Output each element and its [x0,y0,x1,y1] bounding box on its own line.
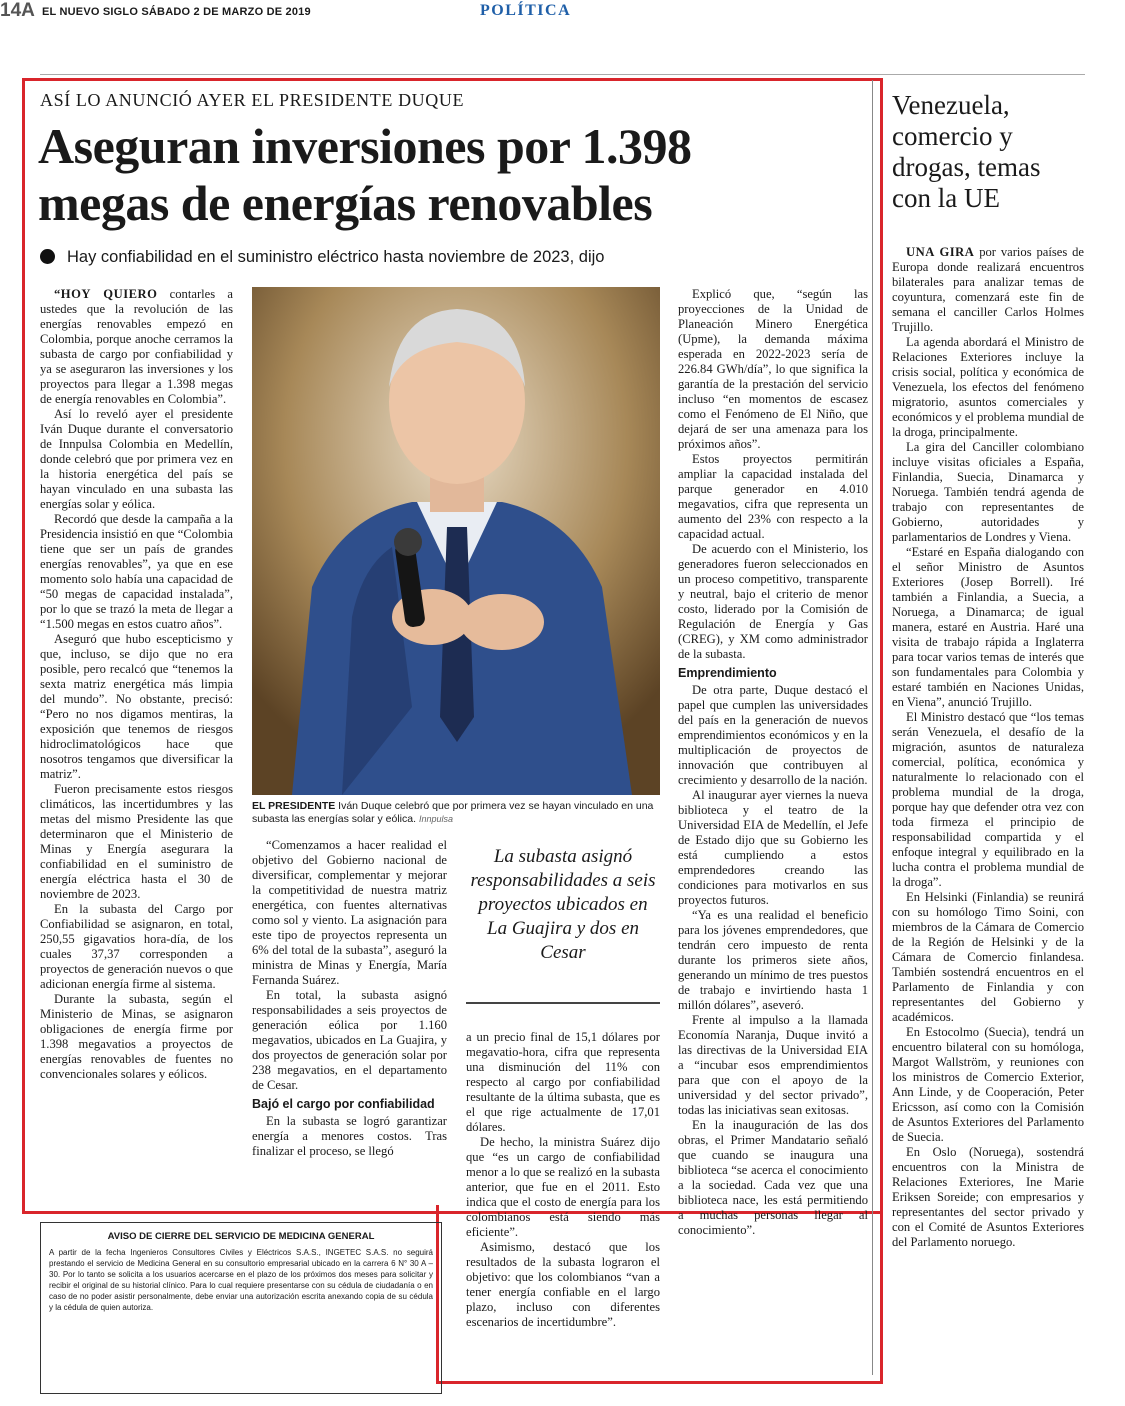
paragraph: El Ministro destacó que “los temas serán Venezuela, el desafío de la migración, asuntos de naturaleza comercial, política, económica y naturalmente lo relacionado con el problema mundial de la droga, porque hay que defender otra vez con toda firmeza el principio de responsabilidad compartida y el enfoque integral y equilibrado en la lucha contra el problema mundial de la droga”. [892,710,1084,889]
caption-label: EL PRESIDENTE [252,800,336,812]
paragraph: Así lo reveló ayer el presidente Iván Duque durante el conversatorio de Innpulsa Colombia en Medellín, donde celebró que por primera vez en la historia energética del país se hayan vinculado en una subasta las energías solar y eólica. [40,407,233,511]
sidebar-column [892,245,1084,1250]
article-column-1 [40,287,233,1082]
photo-illustration [252,287,660,795]
page-number: 14A [0,0,35,21]
paragraph: Fueron precisamente estos riesgos climáticos, las incertidumbres y las metas del mismo Presidente las que determinaron que el Ministerio de Minas y Energía asegurara la confiabilidad en el suministro de energía eléctrica hasta el 30 de noviembre de 2023. [40,782,233,901]
notice-box [40,1222,442,1394]
section-subheading: Bajó el cargo por confiabilidad [252,1097,435,1111]
notice-body: A partir de la fecha Ingenieros Consultores Civiles y Eléctricos S.A.S., INGETEC S.A.S. no seguirá prestando el servicio de Medicina General en su consultorio empresarial ubicado en la carrera 6 N° 30 A – 30. Por lo tanto se solicita a los usuarios acercarse en el plazo de los próximos dos meses para solicitar y recibir el original de su historial clínico. Para lo cual requiere presentarse con su cédula de ciudadanía o en caso de no poder asistir personalmente, debe enviar una autorización escrita anexando copia de su cédula y la cédula de quien autoriza. [49,1248,433,1312]
sidebar-divider [872,80,873,1375]
paragraph: Al inaugurar ayer viernes la nueva biblioteca y el teatro de la Universidad EIA de Medellín, el Jefe de Estado dijo que su Gobierno les está cumpliendo a estos emprendedores creando las condiciones para motivarlos en sus proyectos futuros. [678,788,868,907]
paragraph: En la inauguración de las dos obras, el Primer Mandatario señaló que cuando se inaugura una biblioteca “se acerca el conocimiento a la sociedad. Cada vez que una biblioteca nace, les está permitiendo a muchas personas llegar al conocimiento”. [678,1118,868,1237]
article-column-3 [466,1030,660,1330]
article-column-2 [252,838,447,1159]
paragraph: En Helsinki (Finlandia) se reunirá con su homólogo Timo Soini, con miembros de la Cámara de Comercio de la Región de Helsinki y de la Cámara de Comercio finlandesa. También sostendrá encuentros en el Parlamento de Finlandia y con representantes del Gobierno y académicos. [892,890,1084,1024]
paragraph: Durante la subasta, según el Ministerio de Minas, se asignaron obligaciones de energía firme por 1.398 megavatios a proyectos de energías renovables de fuentes no convencionales solares y eólicos. [40,992,233,1081]
paragraph: La agenda abordará el Ministro de Relaciones Exteriores incluye la crisis social, política y económica de Venezuela, los efectos del fenómeno migratorio, asuntos comerciales y económicos y el problema mundial de la droga, principalmente. [892,335,1084,439]
paragraph: La gira del Canciller colombiano incluye visitas oficiales a España, Finlandia, Suecia, Dinamarca y Noruega. También tendrá agenda de trabajo con representantes de Gobierno, autoridades y parlamentarios de Londres y Viena. [892,440,1084,544]
paragraph: “Estaré en España dialogando con el señor Ministro de Asuntos Exteriores (Josep Borrell). Iré también a Finlandia, a Suecia, a Noruega, a Dinamarca; de igual manera, estaré en Austria. Haré una visita de trabajo rápida a Inglaterra para tocar varios temas de interés que son fundamentales para Colombia y estaré también en Naciones Unidas, en Viena”, anunció Trujillo. [892,545,1084,709]
paragraph: Aseguró que hubo escepticismo y que, incluso, se dijo que no era posible, pero recalcó que “tenemos la sexta matriz energética más limpia del mundo”. No obstante, precisó: “Pero no nos digamos mentiras, la exposición que tenemos de riesgos hidroclimatológicos hace que nosotros tengamos que diversificar la matriz”. [40,632,233,781]
paragraph: De otra parte, Duque destacó el papel que cumplen las universidades del país en la generación de nuevos emprendimientos económicos y en la multiplicación de proyectos de innovación que contribuyen al crecimiento y desarrollo de la nación. [678,683,868,787]
paragraph: En Estocolmo (Suecia), tendrá un encuentro bilateral con su homóloga, Margot Wallström, y reuniones con los ministros de Comercio Exterior, Ann Linde, y de Cooperación, Peter Ericsson, así como con la Comisión de Asuntos Exteriores del Parlamento de Suecia. [892,1025,1084,1144]
notice-title: AVISO DE CIERRE DEL SERVICIO DE MEDICINA GENERAL [107,1231,375,1242]
caption-credit: Innpulsa [418,814,453,824]
paragraph: “HOY QUIERO contarles a ustedes que la revolución de las energías renovables empezó en Colombia, porque anoche cerramos la subasta de cargo por confiabilidad y ya se aseguraron las inversiones y los proyectos para llegar a 1.398 megas de energía renovables en Colombia”. [40,287,234,406]
caption-text: Iván Duque celebró que por primera vez se hayan vinculado en una subasta las energías solar y eólica. [252,800,654,825]
paragraph: “Ya es una realidad el beneficio para los jóvenes emprendedores, que tendrán cero impuesto de renta durante los primeros siete años, generando un mínimo de tres puestos de trabajo e invirtiendo hasta 1 millón dólares”, aseveró. [678,908,868,1012]
bullet-icon [40,249,55,264]
lead-in: “HOY QUIERO [54,287,158,301]
article-subhead [40,248,860,267]
article-column-4 [678,287,868,1238]
pull-quote-rule [466,1002,660,1004]
section-subheading: Emprendimiento [678,666,777,680]
paragraph: En la subasta se logró garantizar energía a menores costos. Tras finalizar el proceso, se llegó [252,1114,447,1158]
paragraph: En Oslo (Noruega), sostendrá encuentros con la Ministra de Relaciones Exteriores, Ine Marie Eriksen Soreide; con empresarios y representantes del sector privado y con el Comité de Asuntos Exteriores del Parlamento noruego. [892,1145,1084,1249]
paragraph: Frente al impulso a la llamada Economía Naranja, Duque invitó a las directivas de la Universidad EIA a “incubar esos emprendimientos para que con el apoyo de la universidad y del sector privado”, todas las iniciativas sean exitosas. [678,1013,868,1117]
paragraph: Recordó que desde la campaña a la Presidencia insistió en que “Colombia tiene que ser un país de grandes energías renovables”, ya que en ese momento solo había una capacidad de “50 megas de capacidad instalada”, por lo que se trazó la meta de llegar a “1.500 megas en estos cuatro años”. [40,512,233,631]
lead-in: UNA GIRA [906,245,975,259]
paper-and-date: EL NUEVO SIGLO SÁBADO 2 DE MARZO DE 2019 [42,6,311,18]
headline-line-2: megas de energías renovables [38,175,653,231]
president-photo [252,287,660,795]
paragraph: Asimismo, destacó que los resultados de la subasta lograron el objetivo: que los colombianos “van a tener energía confiable en el largo plazo, incluso con diferentes escenarios de incertidumbre”. [466,1240,660,1329]
sidebar-title: Venezuela, comercio y drogas, temas con la UE [892,90,1041,213]
paragraph: En total, la subasta asignó responsabilidades a seis proyectos de generación eólica por 1.160 megavatios, ubicados en La Guajira, y dos proyectos de generación solar por 238 megavatios, en el departamento de Cesar. [252,988,447,1092]
paragraph: “Comenzamos a hacer realidad el objetivo del Gobierno nacional de diversificar, complementar y mejorar la competitividad de nuestra matriz energética, con fuentes alternativas como sol y viento. La asignación para este tipo de proyectos representa un 6% del total de la subasta”, aseguró la ministra de Minas y Energía, María Fernanda Suárez. [252,838,447,987]
masthead-rule [40,74,1085,75]
paragraph: En la subasta del Cargo por Confiabilidad se asignaron, en total, 250,55 gigavatios hora-día, de los cuales 37,37 corresponden a proyectos de generación nuevos o que adicionan energía firme al sistema. [40,902,233,991]
paragraph: De hecho, la ministra Suárez dijo que “es un cargo de confiabilidad menor a lo que se realizó en la subasta anterior, que fue en el 2011. Esto indica que el costo de energía para los colombianos está siendo más eficiente”. [466,1135,660,1239]
paragraph: a un precio final de 15,1 dólares por megavatio-hora, cifra que representa una disminución del 11% con respecto al cargo por confiabilidad resultante de la última subasta, que es el que rige actualmente de 17,01 dólares. [466,1030,660,1134]
pull-quote: La subasta asignó responsabilidades a seis proyectos ubicados en La Guajira y dos en Cesar [470,846,656,963]
paragraph: De acuerdo con el Ministerio, los generadores fueron seleccionados en un proceso competitivo, transparente y neutral, bajo el criterio de menor costo, liderado por la Comisión de Regulación de Energía y Gas (CREG), y XM como administrador de la subasta. [678,542,868,661]
paragraph: UNA GIRA por varios países de Europa donde realizará encuentros bilaterales para analizar temas de coyuntura, comenzará este fin de semana el canciller Carlos Holmes Trujillo. [892,245,1085,334]
article-headline [38,118,868,232]
photo-caption [252,800,662,826]
paragraph: Estos proyectos permitirán ampliar la capacidad instalada del parque generador en 4.010 megavatios, cifra que representa un aumento del 23% con respecto a la capacidad actual. [678,452,868,541]
masthead [0,0,1045,24]
article-kicker: ASÍ LO ANUNCIÓ AYER EL PRESIDENTE DUQUE [40,90,465,110]
subhead-text: Hay confiabilidad en el suministro eléctrico hasta noviembre de 2023, dijo [67,248,605,266]
section-label: POLÍTICA [480,2,572,19]
paragraph: Explicó que, “según las proyecciones de la Unidad de Planeación Minero Energética (Upme), la demanda máxima esperada en 2022-2023 sería de 226.84 GWh/día”, lo que significa la garantía de la prestación del servicio incluso “en momentos de escasez como el Fenómeno de El Niño, que dejará de ser una amenaza para los próximos años”. [678,287,868,451]
headline-line-1: Aseguran inversiones por 1.398 [38,118,692,174]
